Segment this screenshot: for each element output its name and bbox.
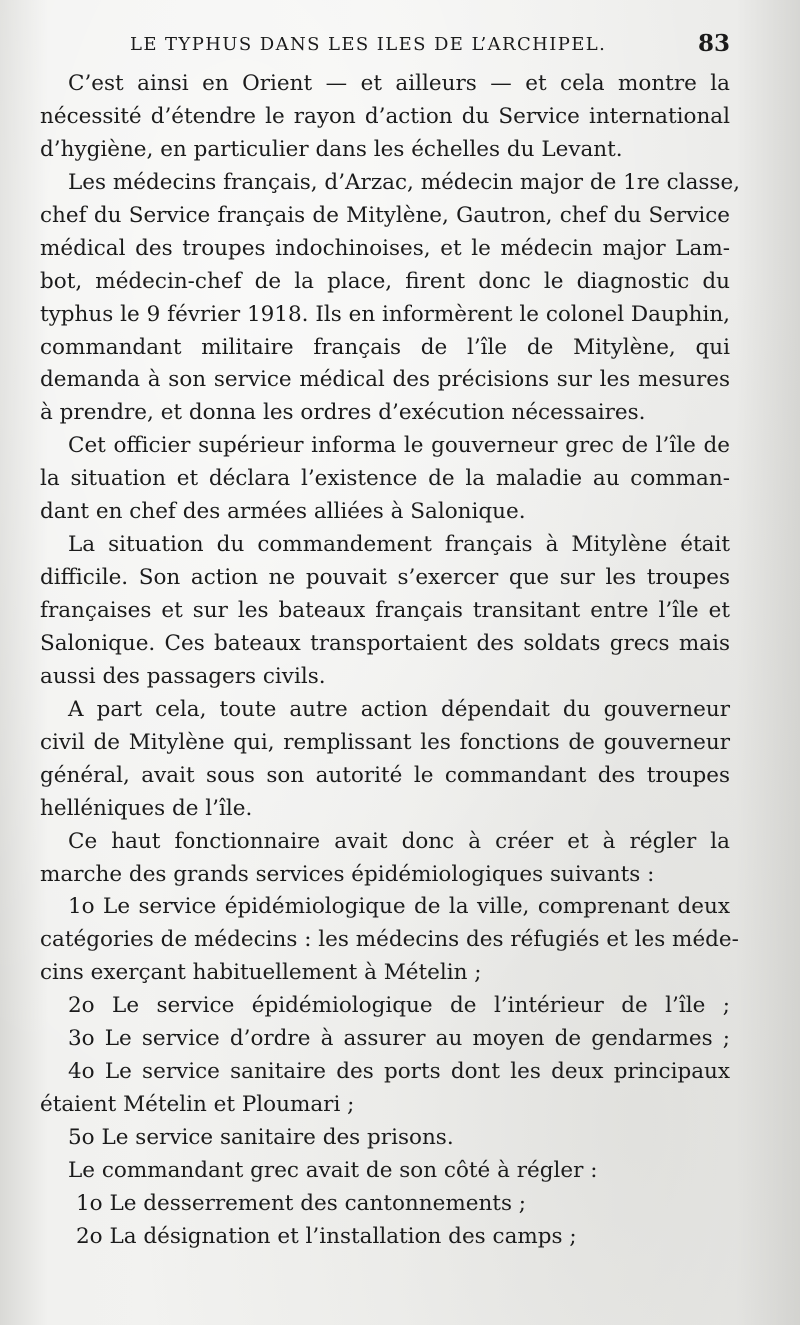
text-line: helléniques de l’île. xyxy=(40,795,253,821)
text-line: 2o La désignation et l’installation des camps ; xyxy=(76,1223,577,1249)
text-line: A part cela, toute autre action dépendait du gouverneur xyxy=(68,696,730,722)
text-line: bot, médecin-chef de la place, firent donc le diagnostic du xyxy=(40,268,730,294)
text-line: 3o Le service d’ordre à assurer au moyen de gendarmes ; xyxy=(68,1026,730,1052)
text-line: général, avait sous son autorité le commandant des troupes xyxy=(40,762,730,788)
text-line: catégories de médecins : les médecins des réfugiés et les méde- xyxy=(40,927,739,953)
text-line: 1o Le service épidémiologique de la ville, comprenant deux xyxy=(68,894,730,920)
text-line: La situation du commandement français à Mitylène était xyxy=(68,532,730,558)
text-line: Salonique. Ces bateaux transportaient des soldats grecs mais xyxy=(40,630,730,656)
text-line: marche des grands services épidémiologiques suivants : xyxy=(40,861,655,887)
text-line: aussi des passagers civils. xyxy=(40,663,326,689)
text-line: Cet officier supérieur informa le gouverneur grec de l’île de xyxy=(68,433,730,459)
body-text xyxy=(40,68,741,1254)
text-line: la situation et déclara l’existence de la maladie au comman- xyxy=(40,466,730,492)
text-line: d’hygiène, en particulier dans les échelles du Levant. xyxy=(40,136,623,162)
running-title: LE TYPHUS DANS LES ILES DE L’ARCHIPEL. xyxy=(130,34,607,55)
text-line: typhus le 9 février 1918. Ils en informèrent le colonel Dauphin, xyxy=(40,301,730,327)
text-line: nécessité d’étendre le rayon d’action du Service international xyxy=(40,103,730,129)
text-line: 1o Le desserrement des cantonnements ; xyxy=(76,1190,527,1216)
text-line: 4o Le service sanitaire des ports dont les deux principaux xyxy=(68,1059,730,1085)
text-line: étaient Mételin et Ploumari ; xyxy=(40,1092,355,1118)
page-number: 83 xyxy=(697,30,730,57)
text-line: commandant militaire français de l’île de Mitylène, qui xyxy=(40,334,730,360)
text-line: cins exerçant habituellement à Mételin ; xyxy=(40,960,482,986)
text-line: médical des troupes indochinoises, et le médecin major Lam- xyxy=(40,235,730,261)
text-line: 2o Le service épidémiologique de l’intérieur de l’île ; xyxy=(68,993,730,1019)
text-line: difficile. Son action ne pouvait s’exercer que sur les troupes xyxy=(40,565,730,591)
text-line: Ce haut fonctionnaire avait donc à créer et à régler la xyxy=(68,828,730,854)
text-line: Les médecins français, d’Arzac, médecin major de 1re classe, xyxy=(68,169,741,195)
text-line: dant en chef des armées alliées à Salonique. xyxy=(40,499,526,525)
text-line: chef du Service français de Mitylène, Gautron, chef du Service xyxy=(40,202,730,228)
text-line: à prendre, et donna les ordres d’exécution nécessaires. xyxy=(40,400,646,426)
text-line: françaises et sur les bateaux français transitant entre l’île et xyxy=(40,598,730,623)
text-line: demanda à son service médical des précisions sur les mesures xyxy=(40,367,730,393)
text-line: C’est ainsi en Orient — et ailleurs — et cela montre la xyxy=(68,71,730,96)
text-line: civil de Mitylène qui, remplissant les fonctions de gouverneur xyxy=(40,729,730,755)
text-line: Le commandant grec avait de son côté à régler : xyxy=(68,1157,598,1183)
text-line: 5o Le service sanitaire des prisons. xyxy=(68,1125,454,1150)
running-head xyxy=(40,30,730,62)
